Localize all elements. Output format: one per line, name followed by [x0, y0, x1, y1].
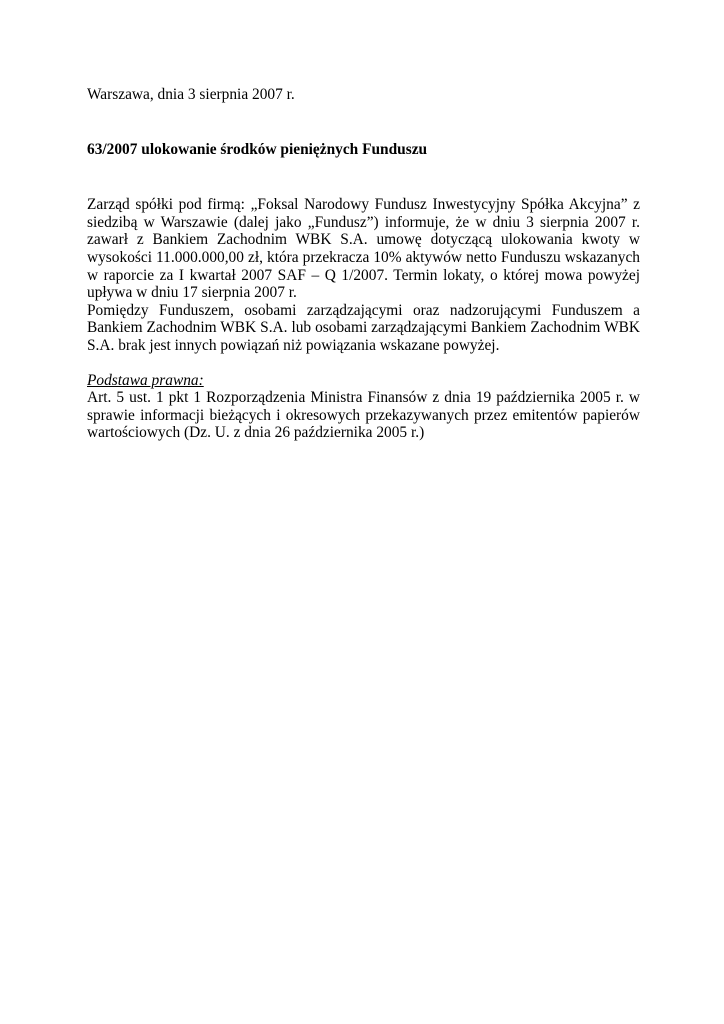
document-title: 63/2007 ulokowanie środków pieniężnych Funduszu	[87, 140, 428, 158]
paragraph-relations: Pomiędzy Funduszem, osobami zarządzającymi oraz nadzorującymi Funduszem a Bankiem Zachodnim WBK S.A. lub osobami zarządzającymi Bankiem Zachodnim WBK S.A. brak jest innych powiązań niż powiązania wskazane powyżej.	[87, 301, 640, 354]
announcement-body	[87, 196, 640, 354]
paragraph-agreement: Zarząd spółki pod firmą: „Foksal Narodowy Fundusz Inwestycyjny Spółka Akcyjna” z siedzibą w Warszawie (dalej jako „Fundusz”) informuje, że w dniu 3 sierpnia 2007 r. zawarł z Bankiem Zachodnim WBK S.A. umowę dotyczącą ulokowania kwoty w wysokości 11.000.000,00 zł, która przekracza 10% aktywów netto Funduszu wskazanych w raporcie za I kwartał 2007 SAF – Q 1/2007. Termin lokaty, o której mowa powyżej upływa w dniu 17 sierpnia 2007 r.	[87, 196, 640, 302]
legal-basis-text: Art. 5 ust. 1 pkt 1 Rozporządzenia Ministra Finansów z dnia 19 października 2005 r. w sprawie informacji bieżących i okresowych przekazywanych przez emitentów papierów wartościowych (Dz. U. z dnia 26 października 2005 r.)	[87, 389, 640, 442]
document-content	[87, 86, 640, 442]
legal-basis-heading: Podstawa prawna:	[87, 371, 204, 389]
date-line: Warszawa, dnia 3 sierpnia 2007 r.	[87, 86, 295, 103]
